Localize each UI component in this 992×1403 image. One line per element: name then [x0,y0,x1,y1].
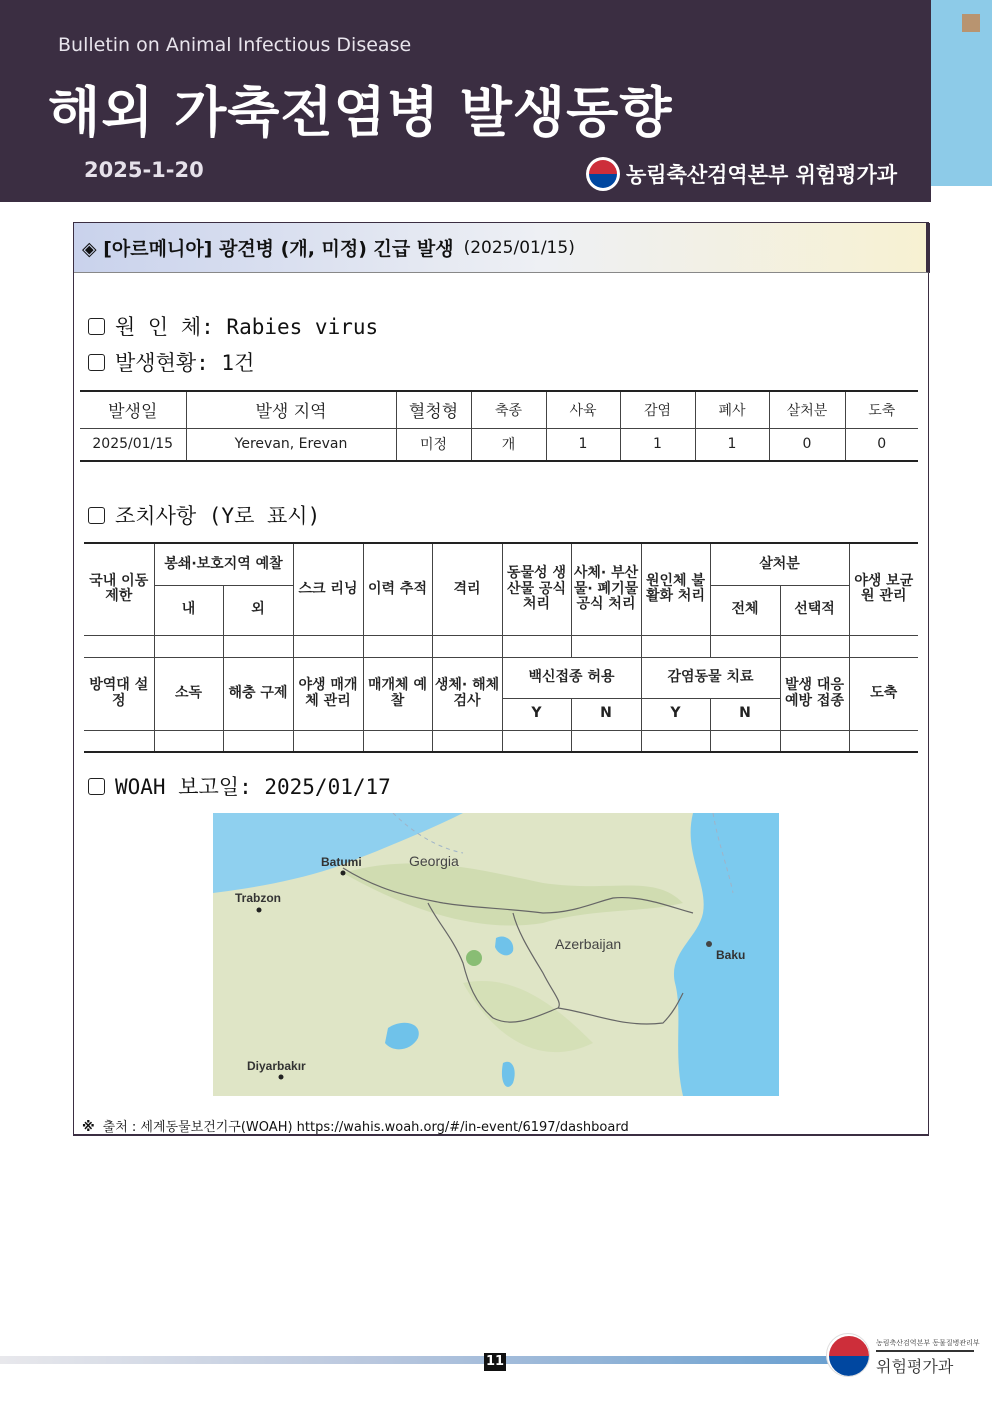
table-row [84,635,918,657]
hdr-vaccine-y: Y [502,698,571,730]
checkbox-icon [88,507,105,524]
page-number: 11 [485,1354,505,1369]
header-org [586,157,897,191]
lake-urmia [502,1062,515,1087]
col-header: 발생일 [80,391,186,428]
baku-dot [706,941,712,947]
hdr-treat-y: Y [641,698,710,730]
caucasus-range [343,863,683,925]
table-cell: 개 [471,428,546,461]
hdr-disinfection: 소독 [154,657,223,730]
footer-bar [0,1356,830,1364]
hdr-treatment: 감염동물 치료 [641,657,780,698]
hdr-screening: 스크 리닝 [293,543,363,635]
measures-text: 조치사항 (Y로 표시) [115,504,321,528]
checkbox-icon [88,354,105,371]
table-cell: 2025/01/15 [80,428,186,461]
report-box [73,222,929,1136]
hdr-culling-all: 전체 [710,585,780,635]
source-text: 출처 : 세계동물보건기구(WOAH) https://wahis.woah.org/#/in-event/6197/dashboard [102,1120,629,1135]
hdr-biopsy: 생체· 해체 검사 [432,657,502,730]
hdr-vaccine: 백신접종 허용 [502,657,641,698]
hdr-vector-inspection: 매개체 예찰 [363,657,432,730]
hdr-in: 내 [154,585,223,635]
source-note [82,1116,629,1135]
checkbox-icon [88,318,105,335]
label-batumi: Batumi [321,855,362,869]
col-header: 감염 [620,391,695,428]
label-baku: Baku [716,948,746,962]
outbreak-marker [466,950,482,966]
accent-square [962,14,980,32]
woah-text: WOAH 보고일: 2025/01/17 [115,775,391,799]
hdr-zone-inspection: 봉쇄·보호지역 예찰 [154,543,293,585]
header-subtitle: Bulletin on Animal Infectious Disease [58,34,412,56]
col-header: 혈청형 [396,391,471,428]
col-header: 축종 [471,391,546,428]
measures-table [84,542,918,753]
side-accent-bar [931,0,992,186]
header-org-name: 농림축산검역본부 위험평가과 [626,163,898,187]
checkbox-icon [88,778,105,795]
batumi-dot [341,871,346,876]
hdr-domestic-move: 국내 이동 제한 [84,543,154,635]
table-row [84,730,918,752]
hdr-treat-n: N [710,698,780,730]
outbreak-table [80,390,918,462]
col-header: 살처분 [769,391,845,428]
taegeuk-logo-icon [586,157,620,191]
report-title-bar [74,223,930,273]
label-diyarbakir: Diyarbakır [247,1059,306,1073]
table-cell: 미정 [396,428,471,461]
measures-line [88,500,320,530]
label-azerbaijan: Azerbaijan [555,936,622,952]
hdr-culling-selective: 선택적 [780,585,849,635]
agent-text: 원 인 체: Rabies virus [115,315,379,339]
label-trabzon: Trabzon [235,891,282,905]
col-header: 도축 [845,391,918,428]
map-svg [213,813,779,1096]
hdr-vaccine-n: N [571,698,641,730]
footer-divider [876,1350,974,1352]
hdr-wild-vector: 야생 매개체 관리 [293,657,363,730]
hdr-preventive-vaccination: 발생 대응 예방 접종 [780,657,849,730]
border-line [558,993,683,1024]
report-title: ◈ [아르메니아] 광견병 (개, 미정) 긴급 발생 [82,238,454,260]
hdr-culling: 살처분 [710,543,849,585]
hdr-quarantine: 격리 [432,543,502,635]
highland-shade [463,981,593,1052]
lake-van [385,1023,419,1050]
note-mark: ※ [82,1120,95,1135]
trabzon-dot [257,908,262,913]
outbreak-map [213,813,779,1096]
agent-line [88,311,378,341]
label-georgia: Georgia [409,853,459,869]
col-header: 발생 지역 [186,391,396,428]
col-header: 폐사 [695,391,769,428]
table-header-row [80,391,918,428]
table-cell: Yerevan, Erevan [186,428,396,461]
table-cell: 0 [845,428,918,461]
hdr-inactivation: 원인체 불활화 처리 [641,543,710,635]
hdr-slaughter: 도축 [849,657,918,730]
footer-taegeuk-logo-icon [826,1333,870,1377]
hdr-trace: 이력 추적 [363,543,432,635]
hdr-zoning: 방역대 설정 [84,657,154,730]
hdr-pest-control: 해충 구제 [223,657,293,730]
table-row [80,428,918,461]
diyarbakir-dot [279,1075,284,1080]
table-cell: 1 [695,428,769,461]
page-title: 해외 가축전염병 발생동향 [48,81,673,144]
hdr-wild-reservoir: 야생 보균원 관리 [849,543,918,635]
status-line [88,347,254,377]
hdr-animal-products: 동물성 생산물 공식 처리 [502,543,571,635]
status-text: 발생현황: 1건 [115,351,255,375]
report-title-date: (2025/01/15) [463,237,575,258]
table-cell: 1 [546,428,620,461]
footer-org: 위험평가과 [876,1357,954,1376]
footer-org-small: 농림축산검역본부 동물질병관리부 [876,1339,980,1347]
bulletin-date: 2025-1-20 [84,158,204,182]
header-banner [0,0,931,202]
lake-sevan [495,936,513,955]
woah-line [88,771,391,801]
hdr-carcass: 사체· 부산물· 폐기물 공식 처리 [571,543,641,635]
table-cell: 1 [620,428,695,461]
hdr-out: 외 [223,585,293,635]
table-cell: 0 [769,428,845,461]
col-header: 사육 [546,391,620,428]
